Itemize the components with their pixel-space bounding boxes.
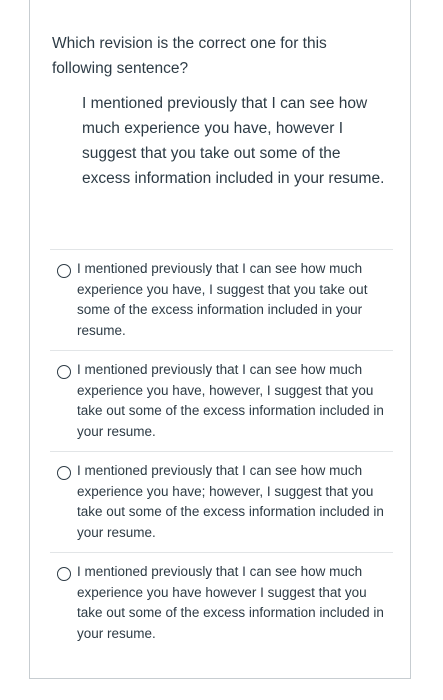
answer-label-1: I mentioned previously that I can see how much experience you have, I suggest that you take out some of the excess information included in your resume.: [77, 261, 368, 339]
radio-button-2[interactable]: [57, 365, 71, 379]
quoted-sentence: I mentioned previously that I can see how much experience you have, however I suggest that you take out some of the excess information included in your resume.: [82, 95, 385, 187]
radio-button-3[interactable]: [57, 466, 71, 480]
radio-button-1[interactable]: [57, 264, 71, 278]
question-card: [29, 0, 411, 679]
answer-label-4: I mentioned previously that I can see how much experience you have however I suggest that you take out some of the excess information included in your resume.: [77, 564, 384, 642]
answer-list: [50, 249, 393, 653]
answer-label-3: I mentioned previously that I can see how much experience you have; however, I suggest that you take out some of the excess information included in your resume.: [77, 463, 384, 541]
answer-option-3[interactable]: [50, 451, 393, 552]
answer-label-2: I mentioned previously that I can see how much experience you have, however, I suggest that you take out some of the excess information included in your resume.: [77, 362, 384, 440]
answer-option-2[interactable]: [50, 350, 393, 451]
answer-option-4[interactable]: [50, 552, 393, 653]
question-prompt: Which revision is the correct one for this following sentence?: [52, 35, 327, 77]
answer-option-1[interactable]: [50, 249, 393, 350]
radio-button-4[interactable]: [57, 567, 71, 581]
